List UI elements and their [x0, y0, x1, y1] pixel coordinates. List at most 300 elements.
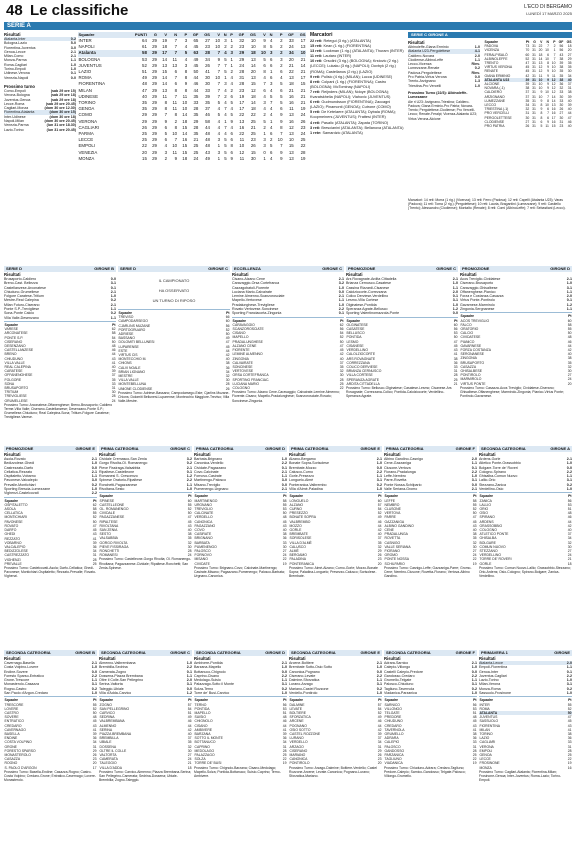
team-name: SERINA — [99, 727, 113, 732]
match-teams: Albinoleffe-Giana Erminio — [408, 45, 449, 49]
stat-cell: 9 — [184, 81, 188, 87]
stat-cell: 16 — [288, 93, 294, 99]
stat-cell: 19 — [239, 93, 245, 99]
match-teams: San Paolo d'Argon-Credaro — [4, 691, 49, 696]
match-score: 0-0 — [452, 311, 458, 316]
divider — [99, 696, 192, 697]
stat-cell: 35 — [559, 69, 564, 74]
match-teams: Canonica-Pognano — [289, 669, 320, 674]
points-cell: 28 — [472, 748, 477, 753]
stat-cell: 15 — [250, 149, 256, 155]
stat-cell: 3 — [184, 62, 188, 68]
points-cell: 22 — [282, 557, 287, 562]
stat-cell: 21 — [250, 124, 256, 130]
stat-cell: 44 — [567, 111, 572, 116]
stat-cell: 6 — [270, 131, 273, 137]
team-name: RIVOLTANA — [99, 523, 119, 528]
team-name: LUMEZZANE — [484, 98, 506, 103]
stat-cell: 18 — [182, 155, 188, 161]
team-name: CORREZZANA — [346, 360, 370, 365]
match-score: 2-1 — [110, 289, 116, 294]
match-score: 2-1 — [281, 487, 287, 492]
points-cell: 56 — [225, 323, 230, 328]
team-name: CURNO — [289, 506, 302, 511]
team-name: PARMA — [78, 131, 94, 137]
team-name: REAL CALEPINA — [4, 365, 31, 369]
match-score: (lun 31 ore 18.30) — [46, 123, 76, 128]
stat-cell: 33 — [193, 100, 199, 106]
stat-cell: 45 — [525, 65, 530, 70]
points-cell: 44 — [567, 519, 572, 524]
stat-cell: 10 — [277, 137, 283, 143]
stat-cell: 32 — [559, 86, 564, 91]
divider — [460, 312, 572, 313]
points-cell: 35 — [187, 740, 192, 745]
team-name: PRADALUNGHESE — [232, 339, 263, 344]
team-name: FORESTO SPARSO — [4, 748, 36, 753]
stat-cell: 11 — [172, 56, 178, 62]
stat-cell: 46 — [193, 81, 199, 87]
team-name: FIORANO — [384, 549, 400, 554]
points-cell: 42 — [377, 528, 382, 532]
next-round-note: Prossimo Turno: Castelleone-Gorgo Rivolta; Ol. Romanengo-Rivoltana; Pagazzanese-Cividale; Ripaltese-Ronchetti; San Zenia-Spinese. — [99, 557, 192, 570]
stat-cell: 52 — [525, 56, 530, 61]
points-cell: 50 — [111, 339, 116, 344]
match-score: 1-1 — [70, 58, 76, 63]
match-teams: Brembilla-Sedrina — [99, 665, 128, 670]
standings-box — [460, 266, 572, 442]
standings-table — [99, 494, 192, 557]
points-cell: 28 — [111, 394, 116, 399]
match-score: 2-2 — [566, 469, 572, 474]
stat-cell: 33 — [288, 38, 294, 43]
stat-cell: 6 — [230, 137, 233, 143]
stat-cell: 29 — [152, 137, 157, 143]
column-header: Squadre — [99, 698, 114, 703]
stat-cell: 20 — [538, 48, 543, 53]
column-header: GF — [188, 32, 199, 38]
points-cell: 40 — [339, 356, 344, 361]
stat-cell: 15 — [182, 124, 188, 130]
points-cell: 48 — [472, 715, 477, 720]
stat-cell: 8 — [540, 111, 543, 116]
match-score: 2-0 — [566, 294, 572, 299]
stat-cell: 29 — [567, 56, 572, 61]
match-teams: Adrara-Sarnico — [384, 661, 409, 665]
points-cell: 41 — [92, 727, 97, 732]
match-score: (dom 30 ore 18) — [49, 114, 76, 119]
stat-cell: 18 — [182, 118, 188, 124]
match-teams: Gavarnese-Marmirolo — [460, 302, 495, 307]
stat-cell: 9 — [540, 98, 543, 103]
stat-cell: 29 — [152, 106, 157, 112]
team-name: SAN PELLEGRINO — [99, 706, 130, 711]
column-header: PUNTI — [125, 32, 147, 38]
column-header: Squadre — [384, 698, 399, 703]
stat-cell: 45 — [525, 69, 530, 74]
box-girone: GIRONE F — [455, 650, 475, 655]
result-row — [384, 487, 477, 491]
points-cell: 51 — [282, 710, 287, 715]
standings-box — [289, 650, 382, 846]
match-score: 0-2 — [566, 482, 572, 487]
result-row — [99, 691, 192, 695]
points-cell: 33 — [453, 364, 458, 369]
match-score: 1-1 — [566, 307, 572, 312]
points-cell: 32 — [225, 374, 230, 379]
stat-cell: 3 — [266, 50, 273, 56]
stat-cell: 25 — [193, 149, 199, 155]
points-cell: 31 — [92, 744, 97, 749]
match-score: (dom 30 ore 15) — [49, 110, 76, 115]
stat-cell: 23 — [559, 124, 564, 129]
match-score: 0-0 — [474, 75, 480, 80]
match-score: 2-1 — [452, 277, 458, 281]
stat-cell: 39 — [559, 61, 564, 66]
serie-c-prossimo-label: Prossimo Turno (22/3): Albinoleffe-Lumezzane — [408, 90, 468, 100]
stat-cell: 18 — [567, 44, 572, 49]
points-cell: 51 — [187, 710, 192, 715]
stat-cell: 44 — [193, 75, 199, 81]
match-teams: Lesmo-Villa Cortese — [346, 298, 379, 303]
stat-cell: 31 — [532, 111, 536, 116]
match-score: 1-2 — [186, 474, 192, 479]
scorer-names: Pulisic (4 rig.) (MILAN); Lucca (UDINESE) — [320, 74, 393, 79]
stat-cell: 8 — [547, 98, 549, 103]
column-header: N — [546, 40, 549, 44]
stat-cell: 7 — [224, 124, 227, 130]
match-score: Rinv. — [471, 70, 480, 75]
team-name: CALCINATE — [194, 511, 214, 516]
match-score: 0-0 — [110, 277, 116, 281]
stat-cell: 9 — [230, 118, 233, 124]
newspaper-name: L'ECO DI BERGAMO — [524, 4, 572, 10]
points-cell: 45 — [92, 719, 97, 724]
team-name: VALBREMBANA — [99, 719, 125, 724]
points-cell: 36 — [453, 360, 458, 365]
result-row — [194, 487, 287, 491]
box-title: PRIMA CATEGORIA — [101, 446, 139, 451]
points-cell: 43 — [111, 356, 116, 361]
standings-table — [384, 698, 477, 765]
stat-cell: 35 — [193, 112, 199, 118]
points-cell: 28 — [567, 748, 572, 753]
team-name: VERDELLINO — [479, 553, 501, 558]
points-cell: 24 — [111, 398, 116, 403]
points-cell: 25 — [472, 753, 477, 758]
match-teams: Juventus-Genoa — [4, 97, 31, 102]
team-name: ENTRATICO — [4, 719, 24, 724]
match-teams: Brianza Cernusco-Casatese — [346, 281, 391, 286]
team-name: CENE — [384, 528, 394, 532]
stat-cell: 13 — [288, 112, 294, 118]
result-row — [289, 487, 382, 491]
points-cell: 30 — [472, 544, 477, 549]
scorer-names: De Ketelaere (ATALANTA); Dybala (ROMA); Koopmeiners (JUVENTUS); Frattesi (INTER) — [310, 110, 396, 120]
match-score: 1-0 — [452, 302, 458, 307]
stat-cell: 4 — [280, 75, 283, 81]
match-score: 1-0 — [376, 691, 382, 696]
points-cell: 32 — [339, 369, 344, 374]
team-name: GRUMELLESE — [4, 398, 28, 403]
match-teams: Costa Volpino-Lovere — [4, 665, 39, 670]
points-cell: 46 — [377, 519, 382, 524]
match-score: 3-1 — [110, 281, 116, 286]
team-name: CALDIERO — [484, 90, 502, 95]
match-score: 2-1 — [91, 661, 97, 665]
stat-cell: 7 — [217, 87, 221, 93]
scorer-goals: 8 reti: — [310, 79, 321, 84]
stat-cell: 2 — [273, 50, 283, 56]
points-cell: 40 — [472, 528, 477, 532]
stat-cell: 6 — [270, 56, 273, 62]
team-name: CALUSCO — [289, 544, 306, 549]
stat-cell: 48 — [205, 143, 210, 149]
stat-cell: 3 — [263, 137, 266, 143]
team-name: MARIANO — [289, 753, 306, 758]
stat-cell: 4 — [224, 112, 227, 118]
stat-cell: 34 — [205, 56, 210, 62]
divider — [194, 696, 287, 697]
match-score: 0-2 — [91, 686, 97, 691]
points-cell: 40 — [377, 532, 382, 537]
match-teams: Castellanzese-Arconatese — [4, 285, 46, 290]
box-girone: GIRONE E — [360, 446, 380, 451]
scorer-names: Colpani (1 rig.) (FIORENTINA); Castro (BOLOGNA); McTominay (NAPOLI) — [310, 79, 387, 89]
points-cell: 39 — [377, 732, 382, 736]
match-teams: Cologno-Spirano — [479, 469, 506, 474]
serie-a-standings-table — [78, 32, 306, 162]
team-name: TREVISO — [118, 315, 134, 320]
stat-cell: 13 — [250, 56, 256, 62]
points-cell: 42 — [567, 348, 572, 352]
stat-cell: 6 — [164, 137, 168, 143]
page-header — [0, 0, 580, 20]
stat-cell: 30 — [559, 103, 564, 108]
points-cell: 16 — [567, 765, 572, 770]
standings-box — [4, 266, 116, 442]
team-name: TORINO — [479, 732, 493, 736]
team-name: PONTIROLO — [460, 373, 481, 378]
box-title: PROMOZIONE — [6, 446, 34, 451]
points-cell: 36 — [282, 736, 287, 741]
team-name: SFORZATICA — [289, 715, 311, 720]
match-score: 3-0 — [70, 45, 76, 50]
points-cell: 20 — [92, 761, 97, 766]
team-name: VILLA D'ALMÈ — [289, 540, 312, 545]
stat-cell: 5 — [224, 143, 227, 149]
stat-cell: 9 — [547, 119, 549, 124]
team-name: REZZATO — [4, 536, 21, 541]
points-cell: 37 — [339, 360, 344, 365]
stat-cell: 22 — [239, 112, 245, 118]
team-name: FIORENTINA — [78, 81, 106, 87]
match-score: 2-0 — [566, 661, 572, 665]
points-cell: 58 — [111, 331, 116, 336]
results-list — [460, 277, 572, 311]
stat-cell: 39 — [525, 82, 530, 87]
points-cell: 55 — [567, 702, 572, 707]
team-name: JUVENTUS — [78, 62, 102, 68]
match-score: 2-1 — [91, 457, 97, 461]
box-girone: GIRONE — [554, 650, 570, 655]
team-name: VIGHENZI — [4, 557, 21, 562]
match-teams: Caprino-Cisano — [194, 673, 219, 678]
stat-cell: 19 — [300, 106, 306, 112]
risultati-label: Risultati — [194, 452, 211, 457]
match-score: 1-0 — [281, 457, 287, 461]
stat-cell: 17 — [239, 100, 245, 106]
next-round-note: Prossimo Turno: Chiuduno-Adrara; Credaro-Tagliuno; Predore-Calepio; Sarnico-Gandosso; Telgate-Palosco; Villongo-Grumello. — [384, 765, 466, 779]
match-teams: Barbata-Brignano — [194, 457, 223, 461]
points-cell: 26 — [377, 753, 382, 758]
stat-cell: 22 — [288, 69, 294, 75]
stat-cell: 21 — [300, 93, 306, 99]
match-teams: Cellatica-Rezzato — [4, 469, 33, 474]
stat-cell: 6 — [547, 115, 549, 120]
scorer-names: Kean (1 rig.) (FIORENTINA) — [322, 44, 371, 49]
match-score: Rinv. — [471, 62, 480, 67]
stat-cell: 3 — [263, 143, 266, 149]
stat-cell: 5 — [270, 93, 273, 99]
match-teams: Fornovo-Casirate — [194, 474, 222, 479]
match-teams: Sporting Brescia-Lumezzane — [4, 487, 51, 492]
team-name: LALLIO — [479, 502, 491, 507]
stat-cell: 2 — [230, 69, 233, 75]
team-name: BRIGNANO — [194, 536, 213, 541]
stat-cell: 29 — [152, 81, 157, 87]
points-cell: 38 — [282, 532, 287, 537]
match-teams: Breno-Cast. Bellezza — [4, 281, 38, 286]
points-cell: 30 — [567, 544, 572, 549]
stat-cell: 35 — [205, 100, 210, 106]
stat-cell: 29 — [152, 124, 157, 130]
standings-table — [289, 494, 382, 565]
match-teams: Ghisalba-Comun Nuovo — [479, 474, 518, 479]
match-teams: Sona-Ponte Calcio — [4, 311, 34, 316]
stat-cell: 10 — [215, 44, 221, 50]
team-name: PONTE NOSSA — [384, 557, 409, 562]
marcatori-label: Marcatori — [310, 32, 333, 38]
match-score: 1-1 — [186, 673, 192, 678]
stat-cell: 8 — [164, 106, 168, 112]
points-cell: 50 — [92, 519, 97, 524]
match-score: 2-1 — [338, 294, 344, 299]
stat-cell: 14 — [162, 81, 168, 87]
points-cell: 48 — [282, 715, 287, 720]
points-cell: 31 — [111, 386, 116, 391]
points-cell: 37 — [567, 532, 572, 537]
points-cell: 32 — [472, 540, 477, 545]
points-cell: 38 — [472, 532, 477, 537]
stat-cell: 10 — [182, 100, 188, 106]
stat-cell: 44 — [205, 124, 210, 130]
stat-cell: 29 — [142, 118, 147, 124]
stat-cell: 40 — [142, 93, 147, 99]
match-score: 3-0 — [281, 478, 287, 483]
column-header: Squadre — [289, 494, 304, 499]
match-teams: Cene-Gazzaniga — [384, 461, 411, 466]
standings-box — [346, 266, 458, 442]
stat-cell: 11 — [545, 124, 549, 129]
team-name: VOBARNO — [4, 540, 22, 545]
team-name: ZOGNO — [99, 702, 112, 707]
points-cell: 31 — [282, 744, 287, 749]
match-score: 1-0 — [566, 678, 572, 683]
points-cell: 60 — [377, 498, 382, 503]
match-score: 3-1 — [281, 682, 287, 687]
stat-cell: 6 — [263, 62, 266, 68]
match-teams: Fiorentina-Juventus — [4, 45, 36, 50]
divider — [479, 492, 572, 493]
stat-cell: 18 — [250, 93, 256, 99]
team-name: FOLGORE — [4, 377, 22, 382]
match-score: 2-1 — [70, 49, 76, 54]
team-name: ORSA CORTEFRANCA — [232, 373, 269, 378]
result-row — [4, 316, 116, 320]
stat-cell: 5 — [230, 100, 233, 106]
match-score: 1-0 — [91, 691, 97, 696]
team-name: CHIGNOLO — [194, 719, 213, 724]
stat-cell: 28 — [239, 81, 245, 87]
box-girone: GIRONE C — [170, 446, 190, 451]
stat-cell: 29 — [152, 149, 157, 155]
stat-cell: 5 — [263, 56, 266, 62]
stat-cell: 22 — [239, 131, 245, 137]
points-cell: 53 — [453, 331, 458, 336]
match-teams: Pro Patria-Virtus Verona — [408, 75, 447, 80]
stat-cell: 8 — [174, 124, 178, 130]
stat-cell: 4 — [270, 87, 273, 93]
team-name: RENATE — [484, 69, 499, 74]
team-name: CISANO — [232, 331, 246, 336]
match-score: 1-0 — [474, 45, 480, 49]
points-cell: 25 — [339, 381, 344, 386]
stat-cell: 10 — [215, 75, 221, 81]
column-header: Squadre — [78, 32, 125, 38]
points-cell: 29 — [377, 748, 382, 753]
stat-cell: 56 — [559, 44, 564, 49]
stat-cell: 4 — [270, 155, 273, 161]
stat-cell: 28 — [199, 50, 211, 56]
stat-cell: 6 — [270, 75, 273, 81]
prossimo-turno-label: Prossimo turno — [4, 83, 35, 89]
risultati-label: Risultati — [99, 656, 116, 661]
stat-cell: 29 — [147, 50, 157, 56]
points-cell: 56 — [282, 702, 287, 707]
stat-cell: 10 — [538, 86, 543, 91]
stat-cell: 21 — [300, 69, 306, 75]
points-cell: 27 — [567, 549, 572, 554]
stat-cell: 29 — [152, 143, 157, 149]
stat-cell: 9 — [547, 69, 549, 74]
team-name: BRENO — [4, 352, 17, 357]
box-title: SECONDA CATEGORIA — [291, 650, 336, 655]
points-cell: 49 — [377, 515, 382, 520]
stat-cell: 10 — [551, 69, 556, 74]
standings-table — [4, 499, 97, 566]
match-teams: Cividate-Pagazzano — [194, 465, 227, 470]
team-name: LOVERE — [4, 706, 19, 711]
stat-cell: 22 — [250, 112, 256, 118]
match-score: 1-1 — [338, 298, 344, 303]
points-cell: 44 — [225, 348, 230, 353]
match-teams: Pumenengo-Urgnano — [194, 487, 229, 492]
team-name: TRESCORE — [4, 702, 24, 707]
column-header: Squadre — [4, 322, 19, 327]
stat-cell: 12 — [551, 86, 556, 91]
stat-cell: 8 — [263, 69, 266, 75]
